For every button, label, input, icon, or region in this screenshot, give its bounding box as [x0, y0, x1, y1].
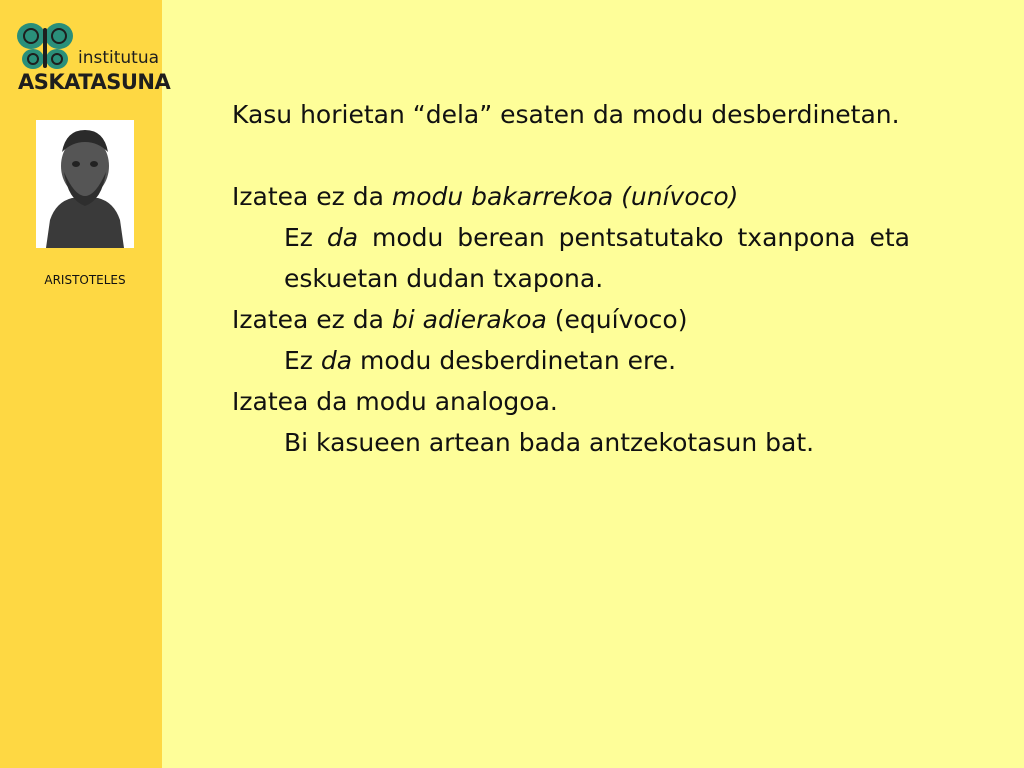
equivocal-example-pre: Ez	[284, 346, 321, 375]
analogical-example: Bi kasueen artean bada antzekotasun bat.	[284, 428, 815, 457]
univocal-heading	[232, 176, 910, 217]
equivocal-example-post: modu desberdinetan ere.	[352, 346, 677, 375]
equivocal-lead: Izatea ez da	[232, 305, 392, 334]
univocal-term: modu bakarrekoa (unívoco)	[391, 182, 739, 211]
sidebar	[0, 0, 171, 768]
equivocal-tail: (equívoco)	[546, 305, 688, 334]
logo-text-institutua: institutua	[78, 48, 160, 68]
univocal-example	[232, 217, 910, 299]
butterfly-icon	[14, 22, 76, 72]
aristotle-portrait	[36, 120, 134, 248]
equivocal-example	[232, 340, 910, 381]
univocal-lead: Izatea ez da	[232, 182, 392, 211]
univocal-example-pre: Ez	[284, 223, 327, 252]
univocal-example-post: modu berean pentsatutako txanpona eta eskuetan dudan txapona.	[284, 223, 910, 293]
univocal-example-em: da	[326, 223, 359, 252]
slide-body	[232, 94, 910, 463]
portrait-caption: ARISTOTELES	[44, 273, 126, 287]
equivocal-term: bi adierakoa	[391, 305, 547, 334]
analogical-heading: Izatea da modu analogoa.	[232, 387, 558, 416]
askatasuna-logo	[14, 22, 171, 100]
intro-paragraph: Kasu horietan “dela” esaten da modu desberdinetan.	[232, 100, 900, 129]
logo-text-askatasuna: ASKATASUNA	[18, 70, 171, 94]
equivocal-example-em: da	[320, 346, 353, 375]
equivocal-heading	[232, 299, 910, 340]
